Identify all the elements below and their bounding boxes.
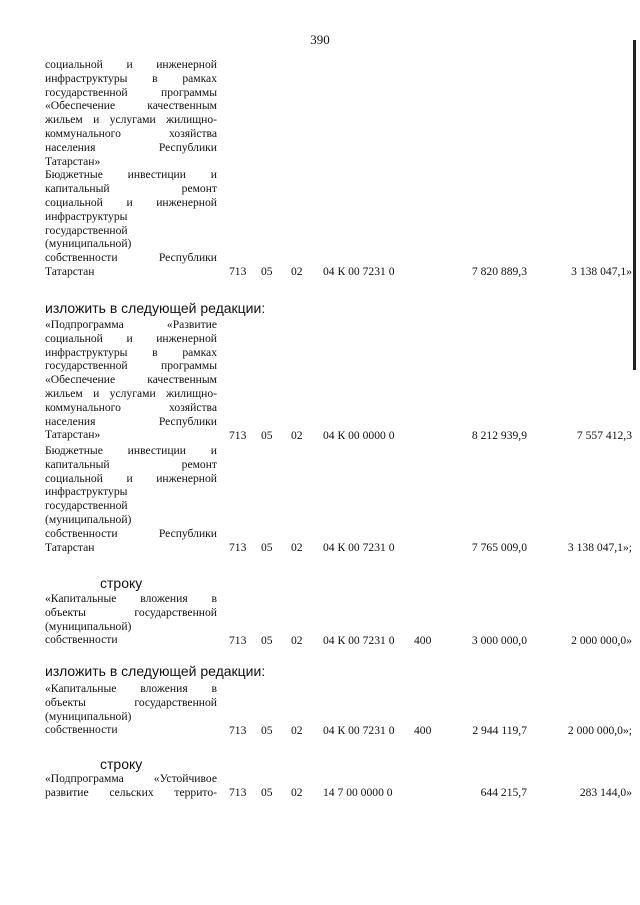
section-code: 05 <box>261 786 273 799</box>
target-article-code: 04 К 00 0000 0 <box>323 429 395 442</box>
ministry-code: 713 <box>229 541 247 554</box>
amount-year-2: 3 138 047,1»; <box>567 541 632 554</box>
description-line: собственности <box>45 723 118 737</box>
description-line: «Капитальные вложения в <box>45 682 217 695</box>
subheading-stroku: строку <box>100 756 143 772</box>
target-article-code: 04 К 00 7231 0 <box>323 724 395 737</box>
amount-year-1: 8 212 939,9 <box>471 429 527 442</box>
description-line: социальной и инженерной <box>45 331 217 345</box>
description-line: капитальный ремонт <box>45 182 217 196</box>
target-article-code: 04 К 00 7231 0 <box>323 265 395 278</box>
description-line: собственности <box>45 633 118 647</box>
amount-year-2: 3 138 047,1» <box>571 265 632 278</box>
description-line: инфраструктуры <box>45 485 128 499</box>
description-line: социальной и инженерной <box>45 195 217 209</box>
ministry-code: 713 <box>229 265 247 278</box>
subsection-code: 02 <box>291 541 303 554</box>
amount-year-2: 2 000 000,0» <box>571 634 632 647</box>
description-line: капитальный ремонт <box>45 457 217 471</box>
description-line: собственности Республики <box>45 251 217 265</box>
amount-year-1: 7 820 889,3 <box>471 265 527 278</box>
description-line: инфраструктуры в рамках <box>45 345 217 359</box>
description-line: жильем и услугами жилищно- <box>45 113 217 127</box>
target-article-code: 04 К 00 7231 0 <box>323 634 395 647</box>
description-line: Татарстан» <box>45 428 101 442</box>
ministry-code: 713 <box>229 634 247 647</box>
description-line: (муниципальной) <box>45 619 132 633</box>
row-description <box>45 682 217 737</box>
amount-year-2: 283 144,0» <box>579 786 632 799</box>
row-description <box>45 444 217 554</box>
amount-year-2: 7 557 412,3 <box>576 429 632 442</box>
page-number: 390 <box>310 32 330 47</box>
description-line: коммунального хозяйства <box>45 400 217 414</box>
section-code: 05 <box>261 634 273 647</box>
description-line: (муниципальной) <box>45 512 132 526</box>
description-line: жильем и услугами жилищно- <box>45 386 217 400</box>
description-line: социальной и инженерной <box>45 471 217 485</box>
description-line: коммунального хозяйства <box>45 126 217 140</box>
description-line: «Капитальные вложения в <box>45 592 217 605</box>
description-line: (муниципальной) <box>45 709 132 723</box>
subsection-code: 02 <box>291 634 303 647</box>
expense-type-code: 400 <box>414 724 432 737</box>
scan-edge-mark <box>633 40 636 370</box>
subsection-code: 02 <box>291 265 303 278</box>
section-code: 05 <box>261 265 273 278</box>
amount-year-1: 7 765 009,0 <box>471 541 527 554</box>
amount-year-1: 644 215,7 <box>480 786 527 799</box>
subsection-code: 02 <box>291 786 303 799</box>
description-line: государственной программы <box>45 359 217 373</box>
subsection-code: 02 <box>291 429 303 442</box>
description-line: Татарстан» <box>45 154 101 168</box>
description-line: «Обеспечение качественным <box>45 99 217 113</box>
description-line: развитие сельских террито- <box>45 785 217 799</box>
amount-year-1: 2 944 119,7 <box>472 724 527 737</box>
description-line: «Подпрограмма «Устойчивое <box>45 772 217 785</box>
description-line: Бюджетные инвестиции и <box>45 168 217 182</box>
description-line: государственной <box>45 499 128 513</box>
description-line: инфраструктуры в рамках <box>45 71 217 85</box>
description-line: Татарстан <box>45 264 95 278</box>
amount-year-1: 3 000 000,0 <box>471 634 527 647</box>
description-line: населения Республики <box>45 414 217 428</box>
description-line: социальной и инженерной <box>45 58 217 71</box>
description-line: инфраструктуры <box>45 209 128 223</box>
section-code: 05 <box>261 541 273 554</box>
subsection-code: 02 <box>291 724 303 737</box>
description-line: «Подпрограмма «Развитие <box>45 318 217 331</box>
description-line: Бюджетные инвестиции и <box>45 444 217 457</box>
amount-year-2: 2 000 000,0»; <box>567 724 632 737</box>
ministry-code: 713 <box>229 786 247 799</box>
ministry-code: 713 <box>229 429 247 442</box>
section-code: 05 <box>261 429 273 442</box>
description-line: объекты государственной <box>45 695 217 709</box>
description-line: Татарстан <box>45 540 95 554</box>
subheading-stroku: строку <box>100 575 143 591</box>
description-line: собственности Республики <box>45 526 217 540</box>
row-description <box>45 318 217 442</box>
description-line: государственной <box>45 223 128 237</box>
description-line: «Обеспечение качественным <box>45 373 217 387</box>
description-line: государственной программы <box>45 85 217 99</box>
description-line: населения Республики <box>45 140 217 154</box>
target-article-code: 04 К 00 7231 0 <box>323 541 395 554</box>
section-code: 05 <box>261 724 273 737</box>
description-line: (муниципальной) <box>45 237 132 251</box>
description-line: объекты государственной <box>45 605 217 619</box>
expense-type-code: 400 <box>414 634 432 647</box>
ministry-code: 713 <box>229 724 247 737</box>
row-description <box>45 592 217 647</box>
row-description <box>45 58 217 279</box>
section-heading: изложить в следующей редакции: <box>45 663 266 679</box>
row-description <box>45 772 217 800</box>
target-article-code: 14 7 00 0000 0 <box>323 786 393 799</box>
section-heading: изложить в следующей редакции: <box>45 300 266 316</box>
